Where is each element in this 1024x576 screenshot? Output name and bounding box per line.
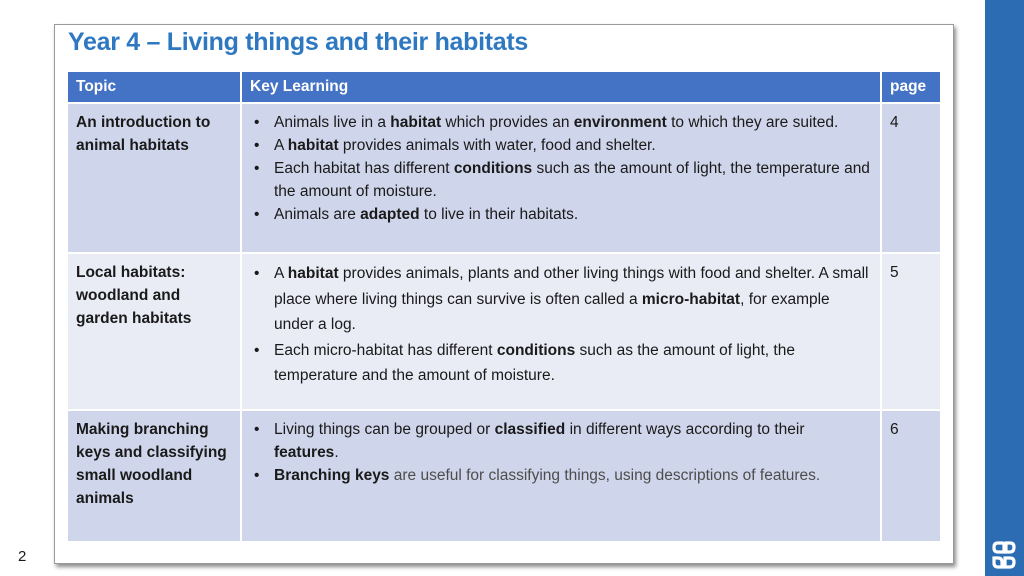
key-learning-cell	[240, 252, 880, 409]
bold-term: Branching keys	[274, 467, 390, 484]
topic-cell: An introduction to animal habitats	[68, 102, 240, 252]
text-segment: .	[334, 444, 339, 461]
bullet-icon: •	[254, 341, 260, 359]
bold-term: adapted	[360, 206, 420, 223]
bullet-item	[250, 338, 872, 389]
bullet-item	[250, 134, 872, 157]
bullet-icon: •	[254, 265, 260, 282]
text-segment: in different ways according to their	[565, 421, 805, 438]
bold-term: habitat	[390, 114, 442, 131]
bullet-icon: •	[254, 114, 260, 131]
text-segment: , for example under a log.	[274, 290, 830, 333]
bold-term: classified	[494, 421, 566, 438]
bullet-list	[250, 111, 872, 226]
header-topic: Topic	[68, 72, 240, 102]
text-segment: Living things can be grouped or	[274, 421, 495, 438]
bold-term: micro-habitat	[641, 290, 741, 308]
knowledge-table	[68, 72, 940, 541]
text-segment: such as the amount of light, the temperature and the amount of moisture.	[274, 341, 795, 384]
bullet-item	[250, 464, 872, 487]
table-row	[68, 409, 940, 541]
page-cell: 5	[880, 252, 940, 409]
key-learning-cell	[240, 409, 880, 541]
page-cell: 6	[880, 409, 940, 541]
bullet-item	[250, 418, 872, 464]
bullet-icon: •	[254, 467, 260, 484]
text-segment: Animals are	[274, 206, 361, 223]
bold-term: habitat	[287, 137, 339, 154]
text-segment: to live in their habitats.	[419, 206, 579, 223]
brand-logo-icon	[989, 540, 1019, 570]
text-segment: such as the amount of light, the temperature and the amount of moisture.	[274, 160, 870, 200]
bold-term: conditions	[496, 341, 576, 359]
bold-term: features	[274, 444, 335, 461]
text-segment: to which they are suited.	[666, 114, 839, 131]
bullet-list	[250, 261, 872, 389]
text-segment: provides animals, plants and other living things with food and shelter. A small place where living things can survive is often called a	[274, 265, 869, 308]
table-header-row	[68, 72, 940, 102]
bold-term: environment	[573, 114, 667, 131]
bullet-item	[250, 111, 872, 134]
bold-term: habitat	[287, 265, 339, 282]
bold-term: conditions	[453, 160, 533, 177]
bullet-item	[250, 157, 872, 203]
bullet-item	[250, 261, 872, 338]
text-segment: A	[274, 265, 288, 282]
text-segment: are useful for classifying things, using descriptions of features.	[389, 467, 821, 484]
text-segment: provides animals with water, food and shelter.	[338, 137, 656, 154]
text-segment: Each micro-habitat has different	[274, 341, 497, 359]
text-segment: A	[274, 137, 288, 154]
bullet-item	[250, 203, 872, 226]
slide-number: 2	[18, 548, 27, 565]
bullet-list	[250, 418, 872, 487]
table-row	[68, 102, 940, 252]
text-segment: which provides an	[441, 114, 574, 131]
page-cell: 4	[880, 102, 940, 252]
text-segment: Animals live in a	[274, 114, 391, 131]
text-segment: Each habitat has different	[274, 160, 454, 177]
header-page: page	[880, 72, 940, 102]
side-accent-bar	[985, 0, 1024, 576]
key-learning-cell	[240, 102, 880, 252]
topic-cell: Local habitats: woodland and garden habitats	[68, 252, 240, 409]
header-key-learning: Key Learning	[240, 72, 880, 102]
bullet-icon: •	[254, 160, 260, 177]
page-title: Year 4 – Living things and their habitats	[68, 28, 529, 56]
topic-cell: Making branching keys and classifying small woodland animals	[68, 409, 240, 541]
bullet-icon: •	[254, 421, 260, 438]
table-row	[68, 252, 940, 409]
bullet-icon: •	[254, 206, 260, 223]
bullet-icon: •	[254, 137, 260, 154]
